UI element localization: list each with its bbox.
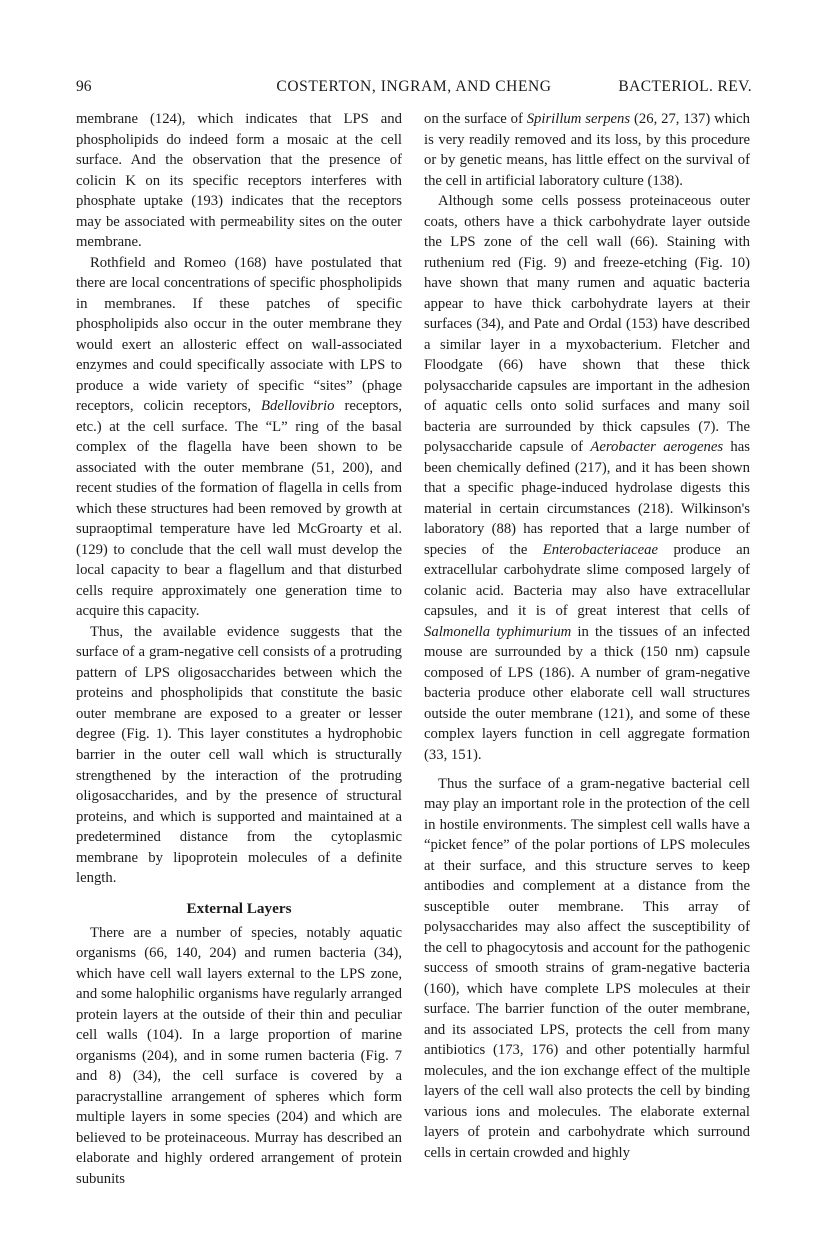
- species-name: Spirillum serpens: [526, 111, 631, 127]
- running-title: COSTERTON, INGRAM, AND CHENG: [276, 78, 552, 95]
- paragraph: Thus the surface of a gram-negative bacterial cell may play an important role in the protection of the cell in hostile environments. The simplest cell walls have a “picket fence” of the polar portions of LPS molecules at their surface, and this structure serves to keep antibodies and complement at a distance from the susceptible outer membrane. This array of polysaccharides may also affect the susceptibility of the cell to phagocytosis and account for the pathogenic success of smooth strains of gram-negative bacteria (160), which have complete LPS molecules at their surface. The barrier function of the outer membrane, and its associated LPS, protects the cell from many antibiotics (173, 176) and other potentially harmful molecules, and the ion exchange effect of the multiple layers of the cell wall also protects the cell by binding various ions and molecules. The elaborate external layers of protein and carbohydrate which surround cells in certain crowded and highly: [424, 775, 750, 1161]
- paragraph: There are a number of species, notably aquatic organisms (66, 140, 204) and rumen bacteria (34), which have cell wall layers external to the LPS zone, and some halophilic organisms have regularly arranged protein layers at the outside of their thin and peculiar cell walls (104). In a large proportion of marine organisms (204), and in some rumen bacteria (Fig. 7 and 8) (34), the cell surface is covered by a paracrystalline arrangement of spheres which form multiple layers in some species (204) and which are believed to be proteinaceous. Murray has described an elaborate and highly ordered arrangement of protein subunits: [76, 924, 402, 1187]
- paragraph-text: produce an extracellular carbohydrate slime composed largely of colanic acid. Bacteria may also have extracellular capsules, and it is of great interest that cells of: [424, 541, 750, 620]
- left-column: [76, 109, 402, 1189]
- paragraph-text: receptors, etc.) at the cell surface. The “L” ring of the basal complex of the flagella have been shown to be associated with the outer membrane (51, 200), and recent studies of the formation of flagella in cells from which these structures had been removed by growth at supraoptimal temperature have led McGroarty et al. (129) to conclude that the cell wall must develop the local capacity to bear a flagellum and that disturbed cells require approximately one generation time to acquire this capacity.: [76, 398, 402, 620]
- running-header: [76, 78, 752, 100]
- paragraph-text: Rothfield and Romeo (168) have postulated that there are local concentrations of specific phospholipids in membranes. If these patches of specific phospholipids also occur in the outer membrane they would exert an allosteric effect on wall-associated enzymes and could specifically associate with LPS to produce a wide variety of specific “sites” (phage receptors, colicin receptors,: [76, 254, 402, 415]
- paragraph-text: in the tissues of an infected mouse are surrounded by a thick (150 nm) capsule composed of LPS (186). A number of gram-negative bacteria produce other elaborate cell wall structures outside the outer membrane (121), and some of these complex layers function in cell aggregate formation (33, 151).: [424, 623, 751, 763]
- paragraph: [424, 191, 750, 765]
- paragraph-text: has been chemically defined (217), and it has been shown that a specific phage-induced hydrolase digests this material in certain circumstances (218). Wilkinson's laboratory (88) has reported that a large number of species of the: [424, 439, 750, 558]
- journal-abbreviation: BACTERIOL. REV.: [618, 78, 752, 95]
- species-name: Salmonella typhimurium: [424, 623, 572, 640]
- paragraph: [76, 253, 402, 622]
- family-name: Enterobacteriaceae: [542, 541, 659, 558]
- species-name: Aerobacter aerogenes: [590, 439, 724, 456]
- paragraph: [424, 109, 750, 191]
- section-heading: External Layers: [186, 899, 292, 917]
- paragraph-text: on the surface of: [424, 111, 527, 127]
- paragraph-text: (26, 27, 137) which is very readily removed and its loss, by this procedure or by genetic means, has little effect on the survival of the cell in artificial laboratory culture (138).: [424, 111, 750, 189]
- genus-name: Bdellovibrio: [261, 398, 335, 415]
- paragraph: membrane (124), which indicates that LPS and phospholipids do indeed form a mosaic at the cell surface. And the observation that the presence of colicin K on its specific receptors interferes with phosphate uptake (193) indicates that the receptors may be associated with permeability sites on the outer membrane.: [76, 111, 402, 251]
- right-column: [424, 109, 750, 1163]
- paragraph: Thus, the available evidence suggests that the surface of a gram-negative cell consists of a protruding pattern of LPS oligosaccharides between which the proteins and phospholipids that constitute the basic outer membrane are exposed to a greater or lesser degree (Fig. 1). This layer constitutes a hydrophobic barrier in the outer cell wall which is structurally strengthened by the interaction of the protruding oligosaccharides, and by the presence of structural proteins, and which is supported and maintained at a predetermined distance from the cytoplasmic membrane by lipoprotein molecules of a definite length.: [76, 623, 402, 887]
- paragraph-text: Although some cells possess proteinaceous outer coats, others have a thick carbohydrate layer outside the LPS zone of the cell wall (66). Staining with ruthenium red (Fig. 9) and freeze-etching (Fig. 10) have shown that many rumen and aquatic bacteria appear to have thick carbohydrate layers at their surfaces (34), and Pate and Ordal (153) have described a similar layer in a myxobacterium. Fletcher and Floodgate (66) have shown that these thick polysaccharide capsules are important in the adhesion of aquatic cells onto solid surfaces and many soil bacteria are surrounded by thick capsules (7). The polysaccharide capsule of: [424, 193, 750, 456]
- page-number: 96: [76, 78, 92, 95]
